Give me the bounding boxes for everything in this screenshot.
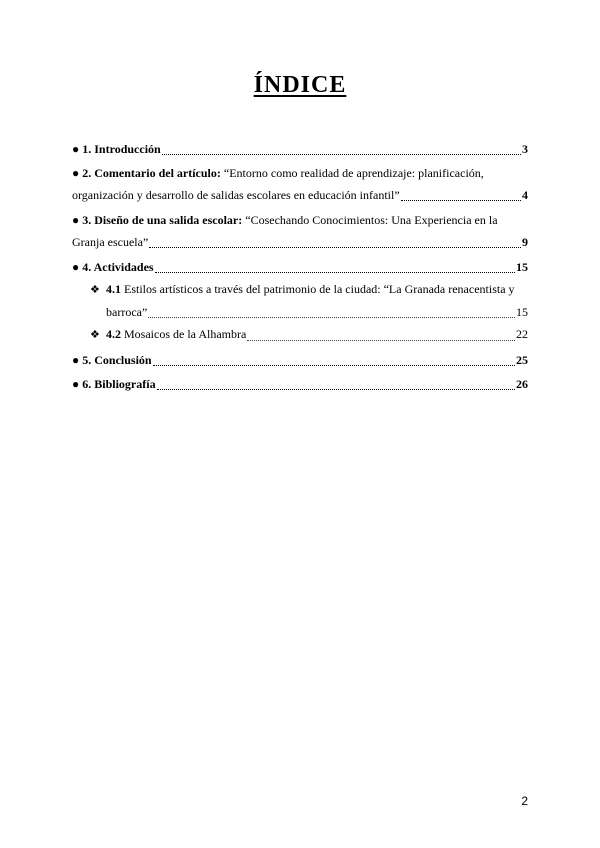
page-number: 2 (521, 794, 528, 808)
toc-entry-actividades[interactable] (72, 256, 528, 278)
bullet: ● (72, 166, 80, 180)
dot-leader (148, 317, 515, 318)
page-title: ÍNDICE (253, 72, 347, 98)
diamond-bullet-icon: ❖ (90, 284, 100, 296)
toc-page-number: 15 (516, 305, 528, 319)
bullet: ● (72, 142, 80, 156)
toc-entry-text: barroca” (106, 305, 148, 319)
toc-entry-text: “Entorno como realidad de aprendizaje: planificación, (220, 166, 484, 180)
dot-leader (153, 365, 515, 366)
toc-entry-label: 2. Comentario del artículo: (82, 166, 221, 180)
toc-entry-diseno[interactable] (72, 209, 528, 253)
bullet: ● (72, 377, 80, 391)
bullet: ● (72, 213, 80, 227)
toc-entry-label: 6. Bibliografía (82, 377, 156, 391)
toc-subentry-number: 4.2 (106, 327, 121, 341)
toc-page-number: 3 (522, 142, 528, 156)
dot-leader (155, 272, 515, 273)
toc-entry-text: Estilos artísticos a través del patrimonio de la ciudad: “La Granada renacentista y (121, 282, 515, 296)
bullet: ● (72, 260, 80, 274)
table-of-contents (72, 138, 528, 395)
toc-entry-text: organización y desarrollo de salidas escolares en educación infantil” (72, 188, 400, 202)
toc-entry-text: Mosaicos de la Alhambra (121, 327, 247, 341)
toc-page-number: 9 (522, 235, 528, 249)
bullet: ● (72, 353, 80, 367)
toc-entry-comentario[interactable] (72, 162, 528, 206)
toc-entry-label: 3. Diseño de una salida escolar: (82, 213, 243, 227)
toc-entry-introduccion[interactable] (72, 138, 528, 160)
dot-leader (401, 200, 521, 201)
toc-entry-conclusion[interactable] (72, 349, 528, 371)
toc-page-number: 22 (516, 327, 528, 341)
toc-entry-bibliografia[interactable] (72, 373, 528, 395)
toc-subentry-estilos[interactable] (72, 278, 528, 323)
dot-leader (149, 247, 521, 248)
toc-page-number: 26 (516, 377, 528, 391)
toc-subentry-mosaicos[interactable] (72, 323, 528, 346)
toc-page-number: 25 (516, 353, 528, 367)
toc-subentry-number: 4.1 (106, 282, 121, 296)
dot-leader (157, 389, 515, 390)
toc-page-number: 4 (522, 188, 528, 202)
toc-entry-text: “Cosechando Conocimientos: Una Experiencia en la (242, 213, 498, 227)
toc-page-number: 15 (516, 260, 528, 274)
diamond-bullet-icon: ❖ (90, 329, 100, 341)
dot-leader (162, 154, 521, 155)
toc-entry-label: 4. Actividades (82, 260, 154, 274)
toc-entry-label: 5. Conclusión (82, 353, 152, 367)
toc-entry-text: Granja escuela” (72, 235, 149, 249)
toc-entry-label: 1. Introducción (82, 142, 161, 156)
dot-leader (247, 340, 515, 341)
